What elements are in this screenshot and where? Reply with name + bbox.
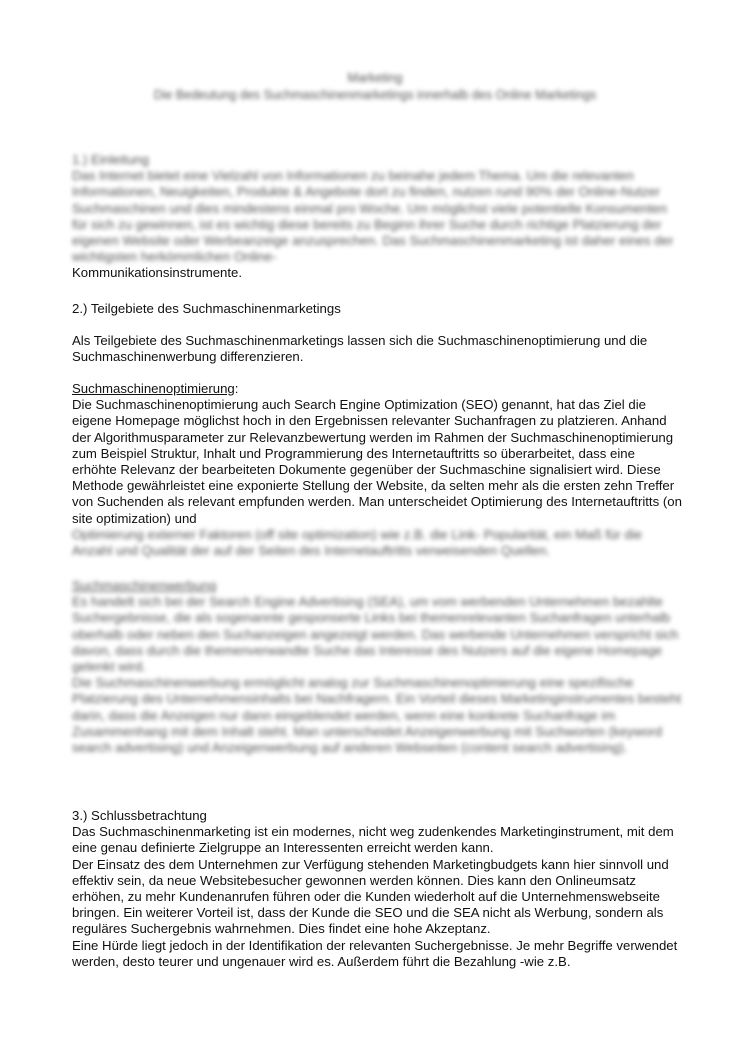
section-seo-tail: Optimierung externer Faktoren (off site optimization) wie z.B. die Link- Popularität, ein Maß für die Anzahl und Qualität der auf der Seiten des Internetauftritts verweisenden Quellen.	[72, 526, 642, 559]
section-seo-text: Die Suchmaschinenoptimierung auch Search Engine Optimization (SEO) genannt, hat das Ziel die eigene Homepage möglichst hoch in den Ergebnissen relevanter Suchanfragen zu platzieren. Anhand der Algorithmusparameter zur Relevanzbewertung werden im Rahmen der Suchmaschinenoptimierung zum Beispiel Struktur, Inhalt und Programmierung des Internetauftritts so überarbeitet, dass eine erhöhte Relevanz der bearbeiteten Dokumente gegenüber der Suchmaschine signalisiert wird. Diese Methode gewährleistet eine exponierte Stellung der Website, da selten mehr als die ersten zehn Treffer von Suchenden als relevant empfunden werden. Man unterscheidet Optimierung des Internetauftritts (on site optimization) und	[72, 397, 682, 526]
section-seo-heading-line	[72, 381, 682, 397]
section-seo	[72, 381, 682, 559]
document-subtitle: Die Bedeutung des Suchmaschinenmarketings innerhalb des Online Marketings	[153, 88, 597, 102]
section-subareas-heading: 2.) Teilgebiete des Suchmaschinenmarketings	[72, 301, 341, 316]
section-intro-heading: 1.) Einleitung	[72, 152, 149, 167]
section-conclusion-heading: 3.) Schlussbetrachtung	[72, 808, 207, 823]
section-seo-heading-colon: :	[234, 381, 239, 396]
section-sea-heading: Suchmaschinenwerbung	[72, 578, 217, 593]
section-intro-text: Das Internet bietet eine Vielzahl von Informationen zu beinahe jedem Thema. Um die relevanten Informationen, Neuigkeiten, Produkte & Angebote dort zu finden, nutzen rund 90% der Online-Nutzer Suchmaschinen und dies mindestens einmal pro Woche. Um möglichst viele potentielle Konsumenten für sich zu gewinnen, ist es wichtig diese bereits zu Beginn ihrer Suche durch richtige Platzierung der eigenen Website oder Werbeanzeige anzusprechen. Das Suchmaschinenmarketing ist daher eines der wichtigsten herkömmlichen Online-	[72, 168, 674, 265]
section-conclusion-text-2: Der Einsatz des dem Unternehmen zur Verfügung stehenden Marketingbudgets kann hier sinnvoll und effektiv sein, da neue Websitebesucher gewonnen werden können. Dies kann den Onlineumsatz erhöhen, zu mehr Kundenanrufen führen oder die Kunden wiederholt auf die Unternehmenswebseite bringen. Ein weiterer Vorteil ist, dass der Kunde die SEO und die SEA nicht als Werbung, sondern als reguläres Suchergebnis wahrnehmen. Dies findet eine hohe Akzeptanz.	[72, 856, 669, 937]
section-subareas	[72, 301, 682, 317]
section-subareas-text: Als Teilgebiete des Suchmaschinenmarketings lassen sich die Suchmaschinenoptimierung und die Suchmaschinenwerbung differenzieren.	[72, 333, 648, 365]
section-conclusion-text-3: Eine Hürde liegt jedoch in der Identifikation der relevanten Suchergebnisse. Je mehr Begriffe verwendet werden, desto teurer und ungenauer wird es. Außerdem führt die Bezahlung -wie z.B.	[72, 937, 678, 969]
document-header	[0, 70, 750, 104]
section-sea-text-2: Die Suchmaschinenwerbung ermöglicht analog zur Suchmaschinenoptimierung eine spezifische Platzierung des Unternehmensinhalts bei Nachfragern. Ein Vorteil dieses Marketinginstrumentes besteht darin, dass die Anzeigen nur dann eingeblendet werden, wenn eine konkrete Suchanfrage im Zusammenhang mit dem Inhalt steht. Man unterscheidet Anzeigenwerbung mit Suchworten (keyword search advertising) und Anzeigenwerbung auf anderen Webseiten (content search advertising).	[72, 675, 682, 756]
section-seo-heading: Suchmaschinenoptimierung	[72, 381, 235, 396]
section-sea-text-1: Es handelt sich bei der Search Engine Advertising (SEA), um vom werbenden Unternehmen bezahlte Suchergebnisse, die als sogenannte gesponserte Links bei themenrelevanten Suchanfragen unterhalb oberhalb oder neben den Suchanzeigen angezeigt werden. Das werbende Unternehmen verspricht sich davon, dass durch die themenverwandte Suche das Interesse des Nutzers auf die eigene Homepage gelenkt wird.	[72, 594, 679, 675]
section-conclusion-text-1: Das Suchmaschinenmarketing ist ein modernes, nicht weg zudenkendes Marketinginstrument, mit dem eine genau definierte Zielgruppe an Interessenten erreicht werden kann.	[72, 824, 674, 856]
section-sea	[72, 578, 682, 756]
document-title: Marketing	[347, 71, 403, 85]
section-intro	[72, 152, 682, 282]
section-conclusion	[72, 808, 682, 970]
section-subareas-body	[72, 333, 682, 365]
section-intro-tail: Kommunikationsinstrumente.	[72, 265, 243, 281]
